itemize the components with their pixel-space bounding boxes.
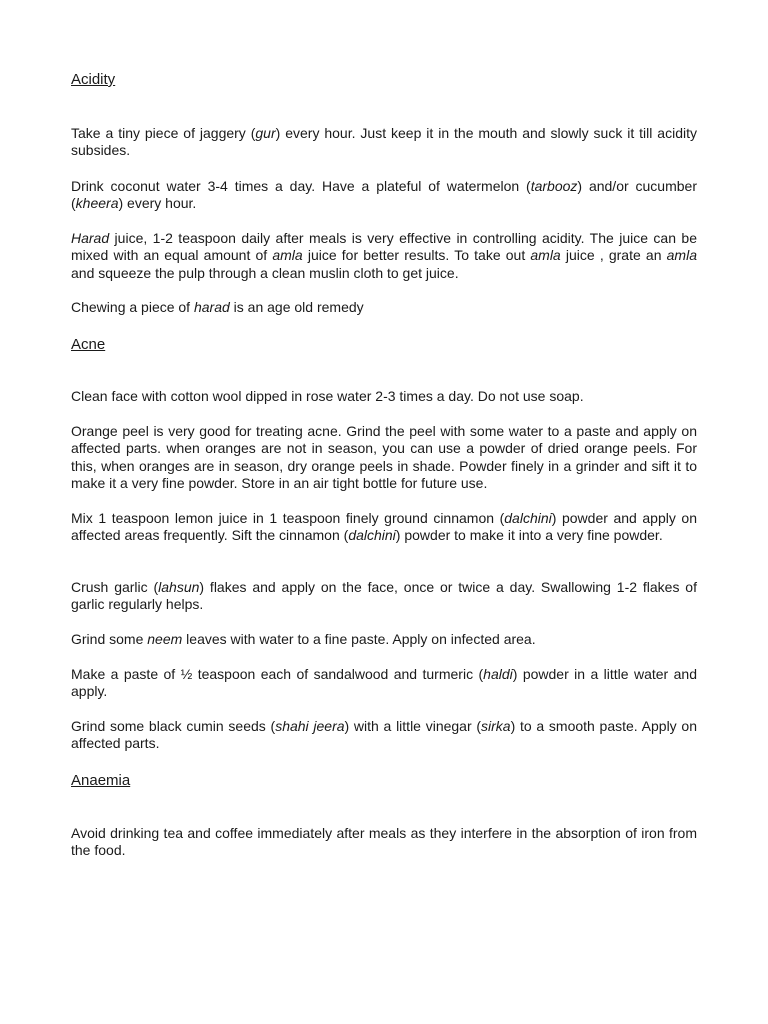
paragraph: Crush garlic (lahsun) flakes and apply on the face, once or twice a day. Swallowing 1-2 flakes of garlic regularly helps. xyxy=(71,579,697,613)
paragraph: Mix 1 teaspoon lemon juice in 1 teaspoon finely ground cinnamon (dalchini) powder and apply on affected areas frequently. Sift the cinnamon (dalchini) powder to make it into a very fine powder. xyxy=(71,510,697,544)
section-heading-acne: Acne xyxy=(71,336,106,353)
italic-term: kheera xyxy=(75,195,119,212)
italic-term: amla xyxy=(666,247,697,264)
paragraph: Drink coconut water 3-4 times a day. Have a plateful of watermelon (tarbooz) and/or cucumber (kheera) every hour. xyxy=(71,178,697,212)
paragraph: Grind some black cumin seeds (shahi jeera) with a little vinegar (sirka) to a smooth paste. Apply on affected parts. xyxy=(71,718,697,752)
section-heading-anaemia: Anaemia xyxy=(71,772,131,789)
paragraph: Avoid drinking tea and coffee immediately after meals as they interfere in the absorption of iron from the food. xyxy=(71,825,697,859)
italic-term: dalchini xyxy=(348,527,396,544)
paragraph: Harad juice, 1-2 teaspoon daily after meals is very effective in controlling acidity. The juice can be mixed with an equal amount of amla juice for better results. To take out amla juice , grate an amla and squeeze the pulp through a clean muslin cloth to get juice. xyxy=(71,230,697,281)
paragraph: Chewing a piece of harad is an age old remedy xyxy=(71,299,364,315)
italic-term: neem xyxy=(147,631,183,647)
italic-term: gur xyxy=(255,125,276,141)
paragraph: Take a tiny piece of jaggery (gur) every hour. Just keep it in the mouth and slowly suck it till acidity subsides. xyxy=(71,125,697,159)
italic-term: shahi jeera xyxy=(275,718,345,734)
paragraph: Grind some neem leaves with water to a fine paste. Apply on infected area. xyxy=(71,631,536,647)
italic-term: tarbooz xyxy=(530,178,578,194)
italic-term: amla xyxy=(272,247,303,264)
paragraph: Orange peel is very good for treating acne. Grind the peel with some water to a paste and apply on affected parts. when oranges are not in season, you can use a powder of dried orange peels. For this, when oranges are in season, dry orange peels in shade. Powder finely in a grinder and sift it to make it a very fine powder. Store in an air tight bottle for future use. xyxy=(71,423,697,492)
italic-term: haldi xyxy=(483,666,513,682)
italic-term: Harad xyxy=(71,230,110,246)
paragraph: Make a paste of ½ teaspoon each of sandalwood and turmeric (haldi) powder in a little water and apply. xyxy=(71,666,697,700)
section-heading-acidity: Acidity xyxy=(71,71,116,88)
italic-term: amla xyxy=(530,247,561,264)
italic-term: sirka xyxy=(481,718,511,734)
italic-term: dalchini xyxy=(504,510,552,526)
italic-term: lahsun xyxy=(158,579,200,595)
paragraph: Clean face with cotton wool dipped in rose water 2-3 times a day. Do not use soap. xyxy=(71,388,584,404)
italic-term: harad xyxy=(193,299,230,315)
